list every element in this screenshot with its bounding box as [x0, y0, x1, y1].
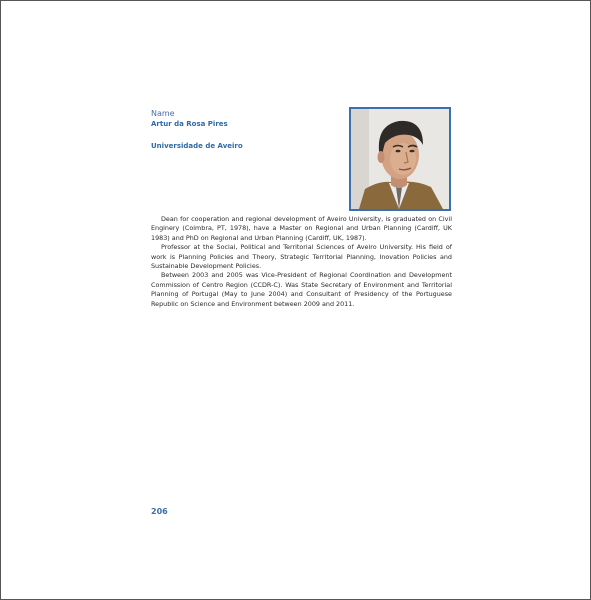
- portrait-photo-icon: [351, 109, 449, 209]
- bio-paragraph: Dean for cooperation and regional development of Aveiro University, is graduated on Civil Enginery (Coimbra, PT, 1978), have a Master on Regional and Urban Planning (Cardiff, UK 1983) and PhD on Regional and Urban Planning (Cardiff, UK, 1987).: [151, 215, 452, 242]
- name-label: Name: [151, 109, 175, 118]
- bio-paragraph: Between 2003 and 2005 was Vice-President of Regional Coordination and Development Commission of Centro Region (CCDR-C). Was State Secretary of Environment and Territorial Planning of Portugal (May to June 2004) and Consultant of Presidency of the Portuguese Republic on Science and Environment between 2009 and 2011.: [151, 271, 452, 308]
- biography: [151, 215, 452, 309]
- portrait-photo: [349, 107, 451, 211]
- bio-paragraph: Professor at the Social, Political and Territorial Sciences of Aveiro University. His field of work is Planning Policies and Theory, Strategic Territorial Planning, Inovation Policies and Sustainable Development Policies.: [151, 243, 452, 271]
- institution-name: Universidade de Aveiro: [151, 142, 243, 150]
- person-name: Artur da Rosa Pires: [151, 120, 228, 128]
- page-number: 206: [151, 507, 168, 516]
